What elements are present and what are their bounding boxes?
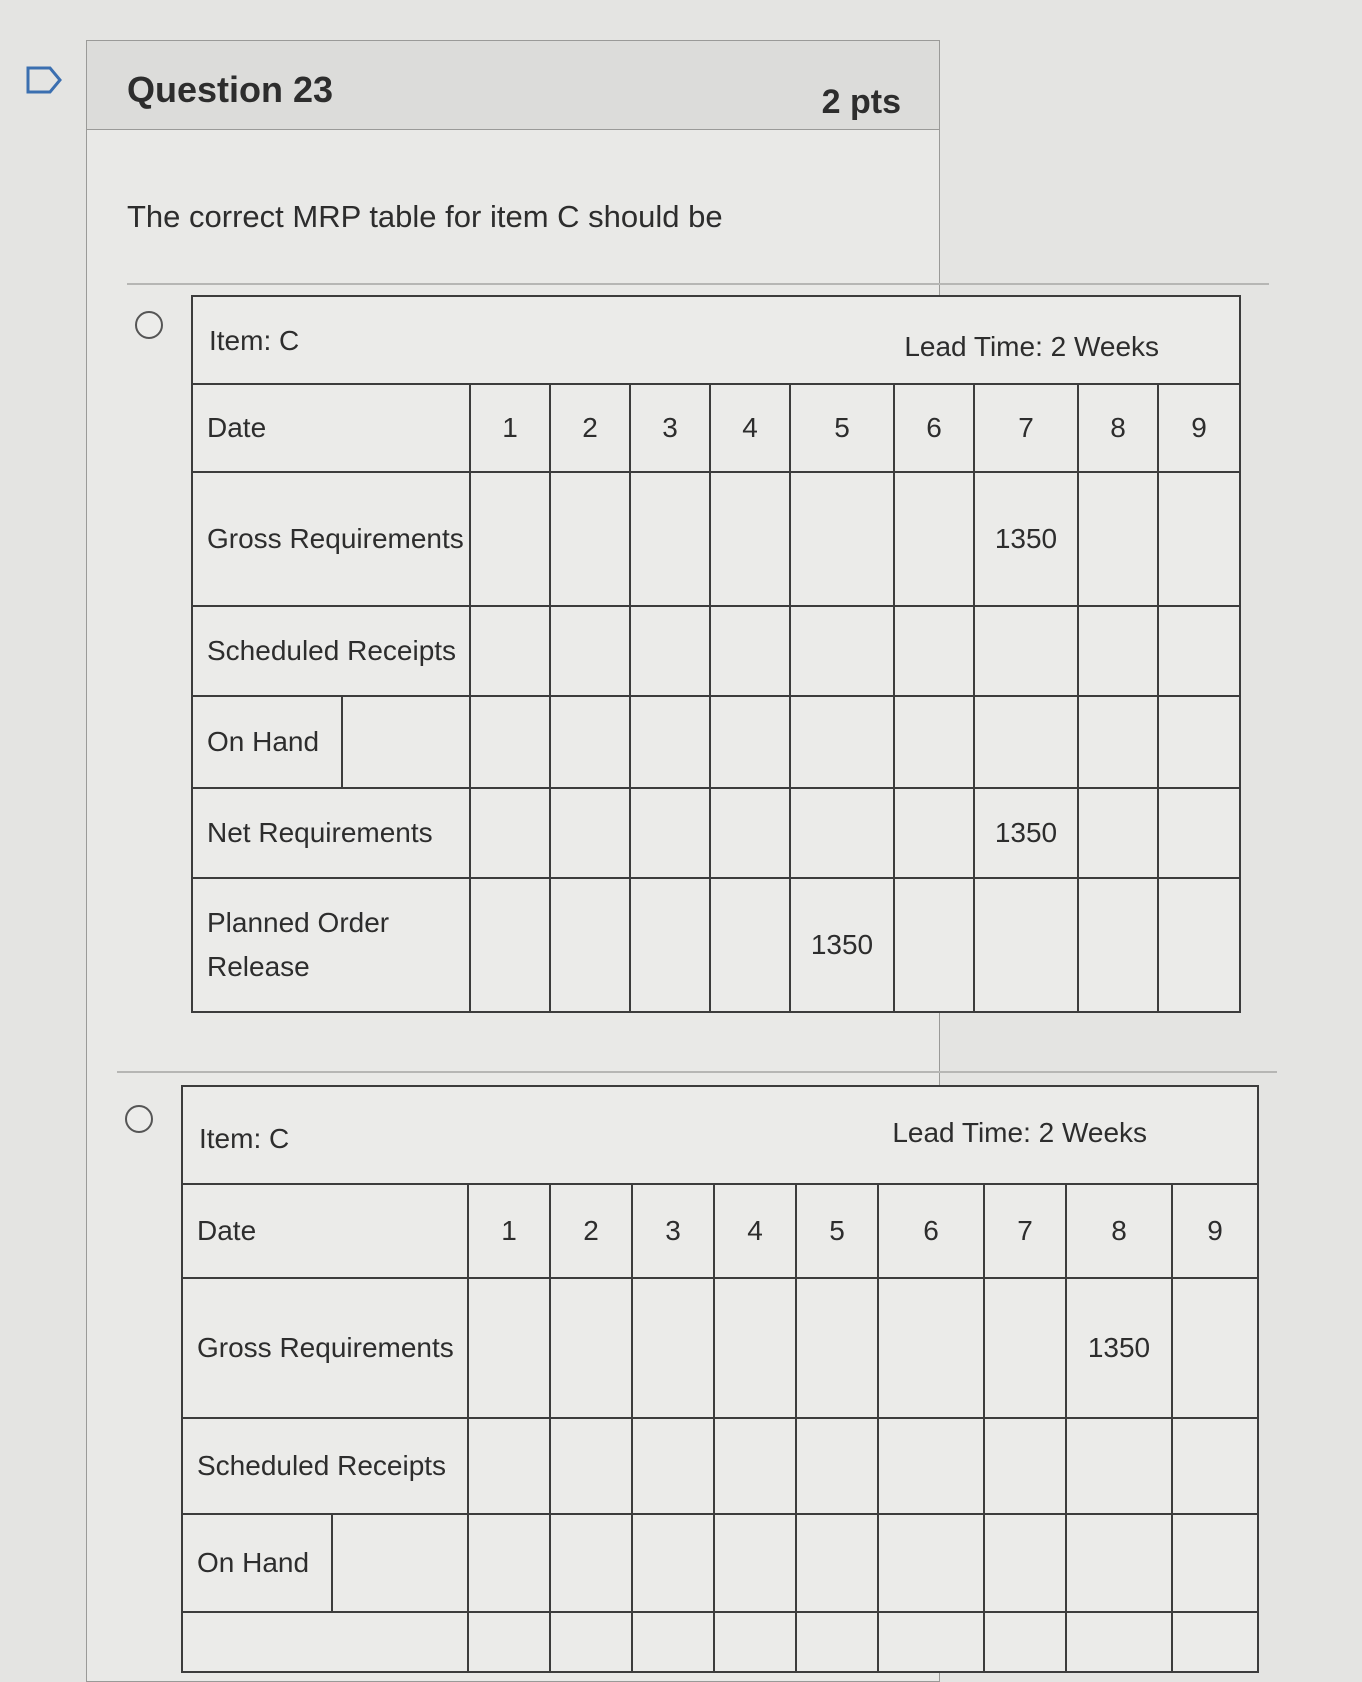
value-cell xyxy=(1158,788,1240,878)
value-cell xyxy=(1066,1418,1172,1514)
scheduled-receipts-row xyxy=(192,606,1240,696)
value-cell xyxy=(632,1278,714,1418)
value-cell xyxy=(878,1418,984,1514)
question-card xyxy=(86,40,1223,1682)
period-cell: 1 xyxy=(470,384,550,472)
value-cell xyxy=(984,1612,1066,1672)
gross-requirements-row xyxy=(192,472,1240,606)
period-cell: 6 xyxy=(878,1184,984,1278)
net-requirements-row-partial xyxy=(182,1612,1258,1672)
value-cell xyxy=(468,1514,550,1612)
mrp-header xyxy=(182,1086,1258,1184)
value-cell xyxy=(894,878,974,1012)
row-label xyxy=(182,1612,468,1672)
value-cell xyxy=(1078,878,1158,1012)
value-cell xyxy=(714,1418,796,1514)
date-row xyxy=(192,384,1240,472)
mrp-table-option-1 xyxy=(191,295,1241,1013)
value-cell xyxy=(984,1278,1066,1418)
period-cell: 1 xyxy=(468,1184,550,1278)
value-cell xyxy=(1172,1514,1258,1612)
value-cell xyxy=(1078,472,1158,606)
value-cell xyxy=(974,878,1078,1012)
period-cell: 9 xyxy=(1158,384,1240,472)
value-cell xyxy=(1172,1612,1258,1672)
value-cell: 1350 xyxy=(974,472,1078,606)
period-cell: 2 xyxy=(550,384,630,472)
value-cell: 1350 xyxy=(790,878,894,1012)
value-cell xyxy=(1078,606,1158,696)
value-cell xyxy=(470,696,550,788)
scheduled-receipts-row xyxy=(182,1418,1258,1514)
item-label: Item: C xyxy=(209,325,300,356)
value-cell xyxy=(630,472,710,606)
value-cell xyxy=(1158,606,1240,696)
net-requirements-row xyxy=(192,788,1240,878)
value-cell xyxy=(468,1612,550,1672)
value-cell xyxy=(630,606,710,696)
period-cell: 8 xyxy=(1066,1184,1172,1278)
value-cell xyxy=(714,1278,796,1418)
question-points: 2 pts xyxy=(821,83,901,121)
row-label: Date xyxy=(192,384,470,472)
value-cell xyxy=(1158,472,1240,606)
value-cell xyxy=(550,1514,632,1612)
value-cell xyxy=(710,788,790,878)
date-row xyxy=(182,1184,1258,1278)
row-label: Gross Requirements xyxy=(182,1278,468,1418)
value-cell xyxy=(714,1612,796,1672)
item-label: Item: C xyxy=(199,1123,290,1154)
answer-radio-2[interactable] xyxy=(125,1105,153,1133)
row-label: On Hand xyxy=(183,1515,333,1611)
value-cell xyxy=(470,606,550,696)
question-title: Question 23 xyxy=(127,69,334,110)
value-cell xyxy=(894,696,974,788)
value-cell xyxy=(550,1612,632,1672)
value-cell xyxy=(984,1514,1066,1612)
value-cell xyxy=(984,1418,1066,1514)
value-cell xyxy=(790,788,894,878)
period-cell: 5 xyxy=(790,384,894,472)
value-cell xyxy=(550,1418,632,1514)
value-cell xyxy=(470,472,550,606)
bookmark-flag-icon[interactable] xyxy=(26,66,62,94)
row-label: Scheduled Receipts xyxy=(182,1418,468,1514)
value-cell: 1350 xyxy=(974,788,1078,878)
value-cell xyxy=(1158,878,1240,1012)
period-cell: 7 xyxy=(974,384,1078,472)
period-cell: 8 xyxy=(1078,384,1158,472)
answer-radio-1[interactable] xyxy=(135,311,163,339)
value-cell xyxy=(710,878,790,1012)
row-label-cell xyxy=(192,696,470,788)
divider xyxy=(127,283,1269,285)
period-cell: 5 xyxy=(796,1184,878,1278)
value-cell xyxy=(470,878,550,1012)
period-cell: 7 xyxy=(984,1184,1066,1278)
value-cell xyxy=(974,696,1078,788)
value-cell xyxy=(630,696,710,788)
value-cell xyxy=(1172,1418,1258,1514)
row-label: Scheduled Receipts xyxy=(192,606,470,696)
value-cell xyxy=(468,1278,550,1418)
period-cell: 4 xyxy=(710,384,790,472)
value-cell xyxy=(632,1514,714,1612)
value-cell xyxy=(894,472,974,606)
value-cell xyxy=(550,606,630,696)
value-cell xyxy=(714,1514,796,1612)
value-cell xyxy=(1158,696,1240,788)
mrp-table-option-2 xyxy=(181,1085,1259,1673)
value-cell xyxy=(1066,1612,1172,1672)
value-cell xyxy=(878,1514,984,1612)
value-cell xyxy=(468,1418,550,1514)
period-cell: 3 xyxy=(630,384,710,472)
value-cell xyxy=(1078,788,1158,878)
gross-requirements-row xyxy=(182,1278,1258,1418)
value-cell xyxy=(790,606,894,696)
value-cell xyxy=(790,696,894,788)
value-cell xyxy=(550,878,630,1012)
value-cell xyxy=(796,1514,878,1612)
period-cell: 4 xyxy=(714,1184,796,1278)
planned-order-release-row xyxy=(192,878,1240,1012)
value-cell xyxy=(894,788,974,878)
value-cell xyxy=(1066,1514,1172,1612)
row-label: Date xyxy=(182,1184,468,1278)
value-cell xyxy=(1172,1278,1258,1418)
on-hand-row xyxy=(192,696,1240,788)
on-hand-row xyxy=(182,1514,1258,1612)
value-cell xyxy=(710,472,790,606)
value-cell xyxy=(630,788,710,878)
value-cell xyxy=(1078,696,1158,788)
value-cell xyxy=(550,788,630,878)
lead-time-label: Lead Time: 2 Weeks xyxy=(892,1117,1148,1148)
value-cell xyxy=(974,606,1078,696)
period-cell: 9 xyxy=(1172,1184,1258,1278)
value-cell xyxy=(550,472,630,606)
value-cell: 1350 xyxy=(1066,1278,1172,1418)
value-cell xyxy=(632,1418,714,1514)
row-label: Planned Order Release xyxy=(192,878,470,1012)
value-cell xyxy=(710,606,790,696)
period-cell: 6 xyxy=(894,384,974,472)
value-cell xyxy=(796,1418,878,1514)
mrp-header xyxy=(192,296,1240,384)
lead-time-label: Lead Time: 2 Weeks xyxy=(904,331,1160,362)
value-cell xyxy=(878,1278,984,1418)
question-prompt: The correct MRP table for item C should be xyxy=(127,199,723,234)
value-cell xyxy=(878,1612,984,1672)
value-cell xyxy=(710,696,790,788)
row-label-cell xyxy=(182,1514,468,1612)
value-cell xyxy=(470,788,550,878)
value-cell xyxy=(796,1612,878,1672)
value-cell xyxy=(894,606,974,696)
value-cell xyxy=(630,878,710,1012)
row-label: Net Requirements xyxy=(192,788,470,878)
value-cell xyxy=(790,472,894,606)
row-label: Gross Requirements xyxy=(192,472,470,606)
value-cell xyxy=(550,696,630,788)
value-cell xyxy=(796,1278,878,1418)
value-cell xyxy=(632,1612,714,1672)
divider xyxy=(117,1071,1277,1073)
value-cell xyxy=(550,1278,632,1418)
row-label: On Hand xyxy=(193,697,343,787)
period-cell: 3 xyxy=(632,1184,714,1278)
question-header xyxy=(87,41,939,130)
period-cell: 2 xyxy=(550,1184,632,1278)
